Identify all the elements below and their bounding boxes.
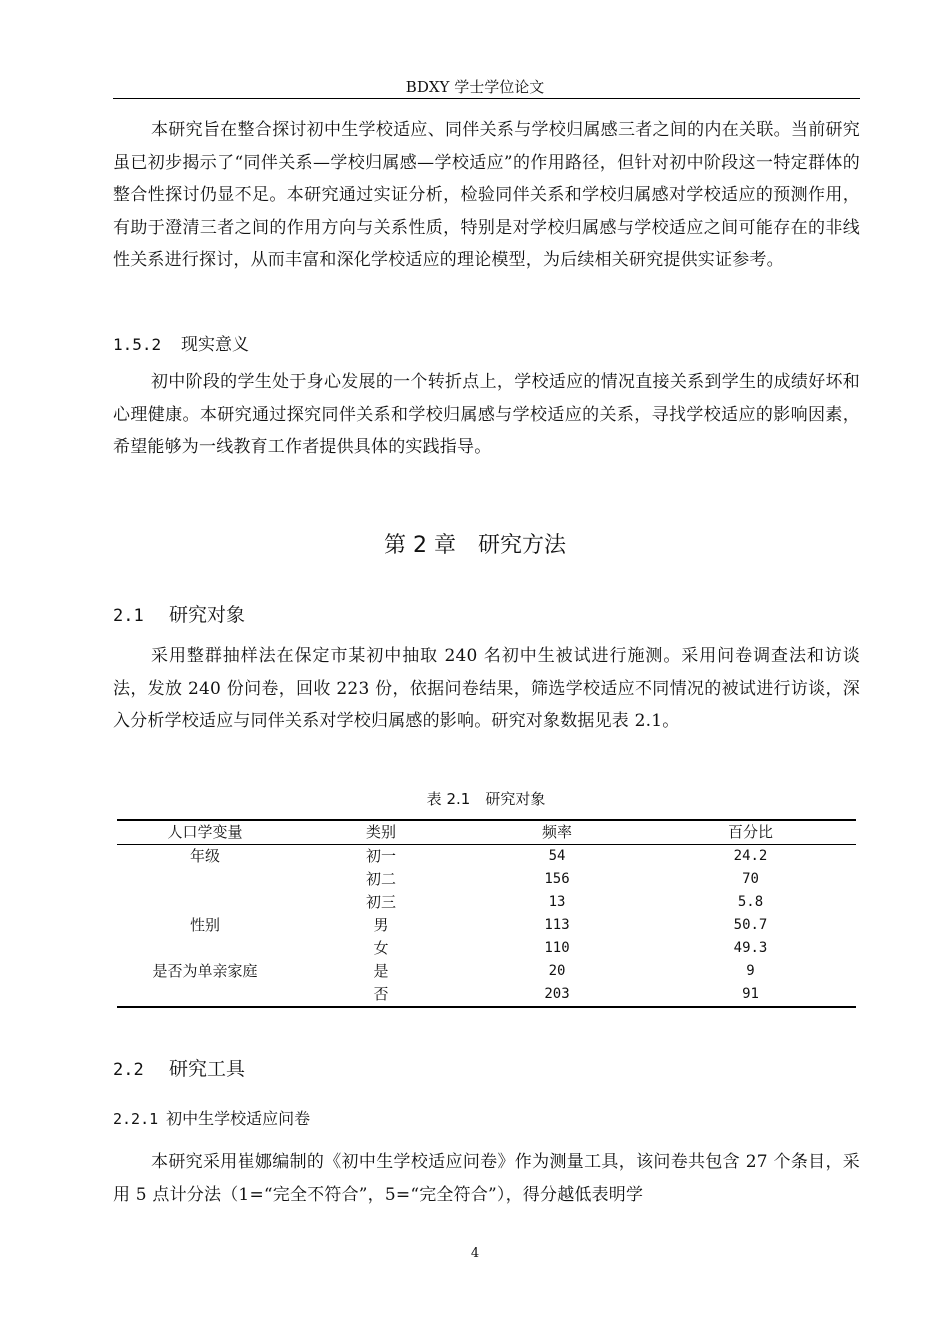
- table-caption-title: 研究对象: [485, 790, 546, 808]
- table-row: [117, 868, 856, 891]
- table-cell: [117, 983, 293, 1007]
- table-row: [117, 960, 856, 983]
- table-cell: 91: [645, 983, 856, 1007]
- heading-number: 2.2: [113, 1060, 144, 1080]
- paragraph-practical-significance: 初中阶段的学生处于身心发展的一个转折点上，学校适应的情况直接关系到学生的成绩好坏和心理健康。本研究通过探究同伴关系和学校归属感与学校适应的关系，寻找学校适应的影响因素，希望能够为一线教育工作者提供具体的实践指导。: [113, 372, 860, 458]
- table-row: [117, 937, 856, 960]
- subjects-table: [117, 819, 856, 1008]
- table-cell: 54: [548, 848, 566, 864]
- heading-number: 1.5.2: [113, 335, 162, 354]
- table-cell: 156: [544, 871, 570, 887]
- table-cell: 初二: [365, 870, 396, 888]
- table-cell: 是否为单亲家庭: [152, 962, 258, 980]
- table-cell: 性别: [189, 916, 220, 934]
- table-cell: 70: [742, 871, 759, 887]
- table-cell: 初一: [365, 847, 396, 865]
- heading-title: 现实意义: [181, 335, 249, 355]
- table-caption: [0, 788, 950, 809]
- page-number: 4: [470, 1246, 480, 1261]
- table-row: [117, 983, 856, 1007]
- table-cell: 110: [544, 940, 570, 956]
- table-cell: 否: [293, 983, 469, 1007]
- heading-number: 2.2.1: [113, 1110, 159, 1128]
- column-header: 类别: [293, 820, 469, 845]
- heading-title: 初中生学校适应问卷: [166, 1109, 311, 1128]
- column-header: 频率: [469, 820, 645, 845]
- table-cell: 5.8: [737, 894, 764, 910]
- table-row: [117, 914, 856, 937]
- chapter-title: 第 2 章 研究方法: [384, 533, 566, 558]
- table-caption-number: 表 2.1: [426, 790, 471, 808]
- table-cell: 13: [548, 894, 566, 910]
- paragraph-research-significance: 本研究旨在整合探讨初中生学校适应、同伴关系与学校归属感三者之间的内在关联。当前研究虽已初步揭示了“同伴关系—学校归属感—学校适应”的作用路径，但针对初中阶段这一特定群体的整合性探讨仍显不足。本研究通过实证分析，检验同伴关系和学校归属感对学校适应的预测作用，有助于澄清三者之间的作用方向与关系性质，特别是对学校归属感与学校适应之间可能存在的非线性关系进行探讨，从而丰富和深化学校适应的理论模型，为后续相关研究提供实证参考。: [113, 120, 860, 271]
- heading-2-2: [113, 1054, 245, 1081]
- table-cell: 9: [746, 963, 755, 979]
- paragraph-research-subjects: 采用整群抽样法在保定市某初中抽取 240 名初中生被试进行施测。采用问卷调查法和访谈法，发放 240 份问卷，回收 223 份，依据问卷结果，筛选学校适应不同情况的被试进行访谈，深入分析学校适应与同伴关系对学校归属感的影响。研究对象数据见表 2.1。: [113, 646, 860, 732]
- table-cell: 是: [373, 962, 389, 980]
- table-cell: 初三: [365, 893, 396, 911]
- table-cell: [117, 868, 293, 891]
- column-header: 百分比: [645, 820, 856, 845]
- table-cell: 49.3: [733, 940, 768, 956]
- header-rule: [113, 98, 860, 99]
- heading-2-2-1: [113, 1106, 310, 1129]
- column-header: 人口学变量: [117, 820, 293, 845]
- heading-number: 2.1: [113, 606, 144, 626]
- heading-1-5-2: [113, 330, 249, 355]
- table-cell: 年级: [189, 847, 220, 865]
- table-cell: 24.2: [733, 848, 768, 864]
- heading-title: 研究对象: [169, 604, 246, 626]
- table-cell: 50.7: [733, 917, 768, 933]
- table-cell: [117, 891, 293, 914]
- table-row: [117, 845, 856, 869]
- table-cell: [117, 937, 293, 960]
- table-row: [117, 891, 856, 914]
- running-header: BDXY 学士学位论文: [405, 78, 545, 96]
- table-cell: 203: [469, 983, 645, 1007]
- heading-2-1: [113, 600, 245, 627]
- table-header-row: [117, 820, 856, 845]
- table-cell: 20: [548, 963, 566, 979]
- table-cell: 113: [544, 917, 570, 933]
- table-cell: 女: [373, 939, 389, 957]
- table-cell: 男: [373, 916, 389, 934]
- paragraph-school-adaptation-questionnaire: 本研究采用崔娜编制的《初中生学校适应问卷》作为测量工具，该问卷共包含 27 个条目，采用 5 点计分法（1=“完全不符合”，5=“完全符合”），得分越低表明学: [113, 1152, 860, 1205]
- heading-title: 研究工具: [169, 1058, 246, 1080]
